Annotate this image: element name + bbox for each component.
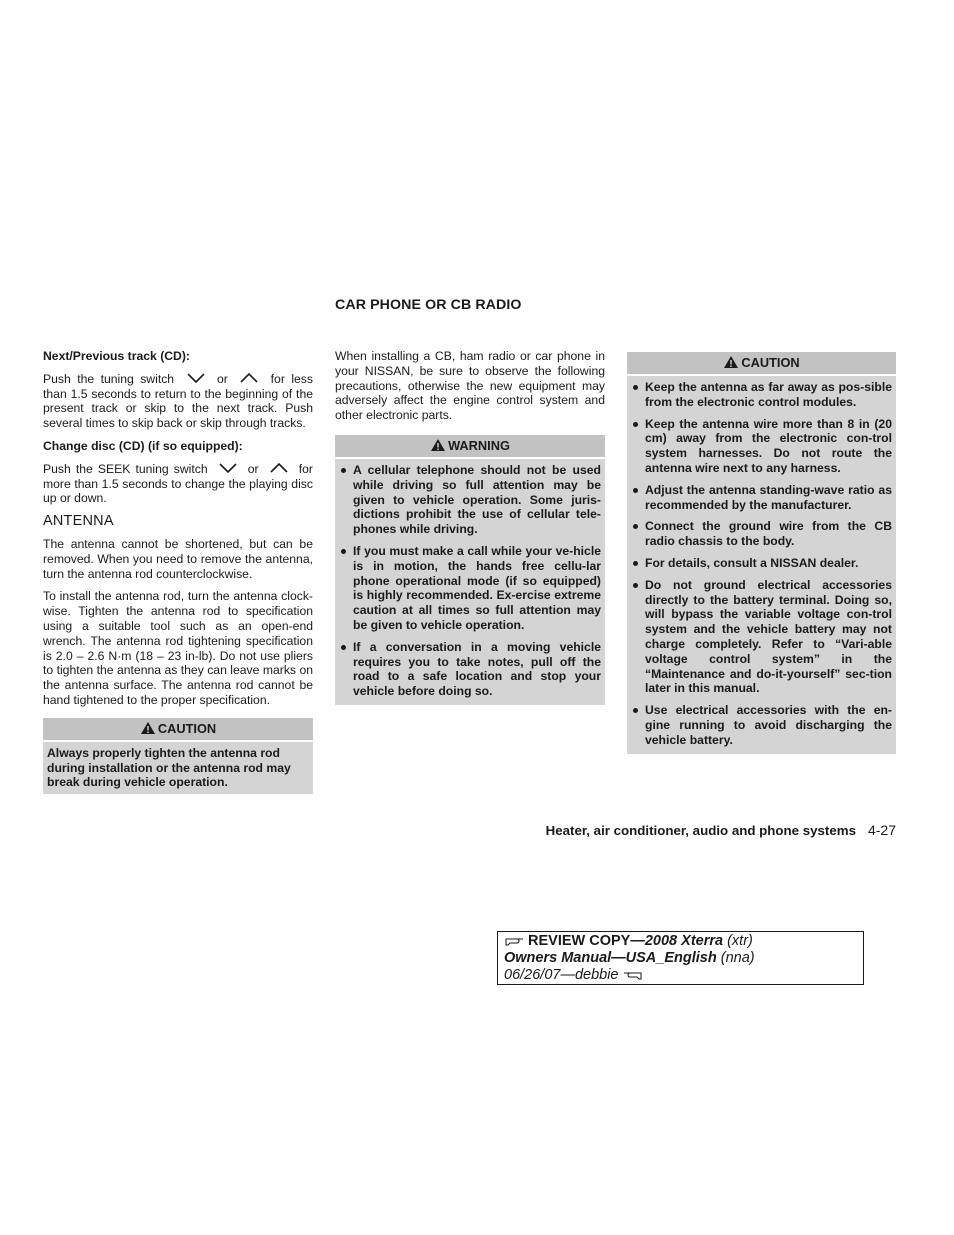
review-line-1 (504, 933, 857, 950)
caution-header (627, 352, 896, 376)
caution-header (43, 718, 313, 742)
caution-label: CAUTION (157, 720, 217, 736)
caution-body (43, 742, 313, 794)
list-item: Keep the antenna as far away as pos-sible from the electronic control modules. (631, 380, 892, 410)
list-item: If a conversation in a moving vehicle requires you to take notes, pull off the road to a safe location and stop your vehicle before doing so. (339, 640, 601, 699)
caution-list (631, 380, 892, 748)
warning-list (339, 463, 601, 699)
chevron-up-icon (238, 372, 260, 384)
right-column (627, 342, 896, 754)
next-prev-text-b: for less than 1.5 seconds to return to the beginning of the present track or skip to the next track. Push several times to skip back or skip through tracks. (43, 371, 313, 431)
or-text: or (216, 371, 228, 386)
warning-body (335, 459, 605, 705)
page-footer (546, 822, 896, 838)
chevron-down-icon (185, 372, 207, 384)
section-title: CAR PHONE OR CB RADIO (335, 297, 522, 313)
list-item: Keep the antenna wire more than 8 in (20 cm) away from the electronic con-trol system harnesses. Do not route the antenna wire next to any harness. (631, 417, 892, 476)
antenna-caution-box (43, 718, 313, 794)
warning-triangle-icon (723, 355, 739, 369)
warning-header (335, 435, 605, 459)
caution-body (627, 376, 896, 754)
list-item: Connect the ground wire from the CB radio chassis to the body. (631, 519, 892, 549)
review-line-2 (504, 950, 857, 967)
list-item: Do not ground electrical accessories directly to the battery terminal. Doing so, will bypass the variable voltage con-trol system and the vehicle battery may not charge completely. Refer to “Vari-able voltage control system” in the “Maintenance and do-it-yourself” sec-tion later in this manual. (631, 578, 892, 696)
chevron-up-icon (268, 462, 290, 474)
caution-label: CAUTION (741, 355, 800, 370)
antenna-paragraph-1: The antenna cannot be shortened, but can be removed. When you need to remove the antenna, turn the antenna rod counterclockwise. (43, 536, 313, 581)
next-previous-track-heading: Next/Previous track (CD): (43, 349, 190, 363)
review-manual-code: (nna) (720, 950, 755, 966)
review-label: REVIEW COPY— (528, 933, 645, 949)
list-item: For details, consult a NISSAN dealer. (631, 556, 892, 571)
change-disc-text-b: for more than 1.5 seconds to change the playing disc up or down. (43, 461, 313, 506)
review-date: 06/26/07—debbie (504, 967, 619, 983)
review-manual: Owners Manual—USA_English (504, 950, 717, 966)
middle-column (335, 349, 605, 705)
change-disc-text (43, 462, 313, 506)
review-model: 2008 Xterra (644, 933, 724, 949)
pointing-hand-left-icon (623, 968, 643, 980)
review-line-3 (504, 967, 857, 984)
warning-triangle-icon (430, 438, 446, 452)
change-disc-heading: Change disc (CD) (if so equipped): (43, 438, 243, 453)
cb-caution-box (627, 352, 896, 754)
list-item: A cellular telephone should not be used while driving so full attention may be given to vehicle operation. Some juris-dictions prohibit the use of cellular tele-phones while driving. (339, 463, 601, 537)
or-text: or (247, 461, 259, 476)
review-copy-stamp (497, 931, 864, 985)
caution-text: Always properly tighten the antenna rod during installation or the antenna rod may break during vehicle operation. (47, 745, 291, 790)
change-disc-text-a: Push the SEEK tuning switch (43, 461, 208, 476)
warning-label: WARNING (448, 437, 510, 453)
antenna-heading: ANTENNA (43, 513, 114, 530)
left-column (43, 349, 313, 794)
pointing-hand-icon (504, 934, 524, 946)
chapter-title: Heater, air conditioner, audio and phone systems (545, 823, 856, 838)
page-number: 4-27 (867, 822, 896, 838)
antenna-paragraph-2: To install the antenna rod, turn the antenna clock-wise. Tighten the antenna rod to specification using a suitable tool such as an open-end wrench. The antenna rod tightening specification is 2.0 – 2.6 N·m (18 – 23 in-lb). Do not use pliers to tighten the antenna as they can leave marks on the antenna surface. The antenna rod cannot be hand tightened to the proper specification. (43, 589, 313, 707)
list-item: If you must make a call while your ve-hicle is in motion, the hands free cellu-lar phone operational mode (if so equipped) is highly recommended. Ex-ercise extreme caution at all times so full attention may be given to vehicle operation. (339, 544, 601, 633)
next-prev-text-a: Push the tuning switch (43, 371, 175, 386)
list-item: Use electrical accessories with the en-gine running to avoid discharging the vehicle battery. (631, 703, 892, 747)
list-item: Adjust the antenna standing-wave ratio as recommended by the manufacturer. (631, 483, 892, 513)
review-model-code: (xtr) (727, 933, 753, 949)
next-previous-track-text (43, 372, 313, 431)
warning-triangle-icon (140, 721, 156, 735)
chevron-down-icon (217, 462, 239, 474)
warning-box (335, 435, 605, 705)
car-phone-intro: When installing a CB, ham radio or car phone in your NISSAN, be sure to observe the following precautions, otherwise the new equipment may adversely affect the engine control system and other electronic parts. (335, 349, 605, 423)
